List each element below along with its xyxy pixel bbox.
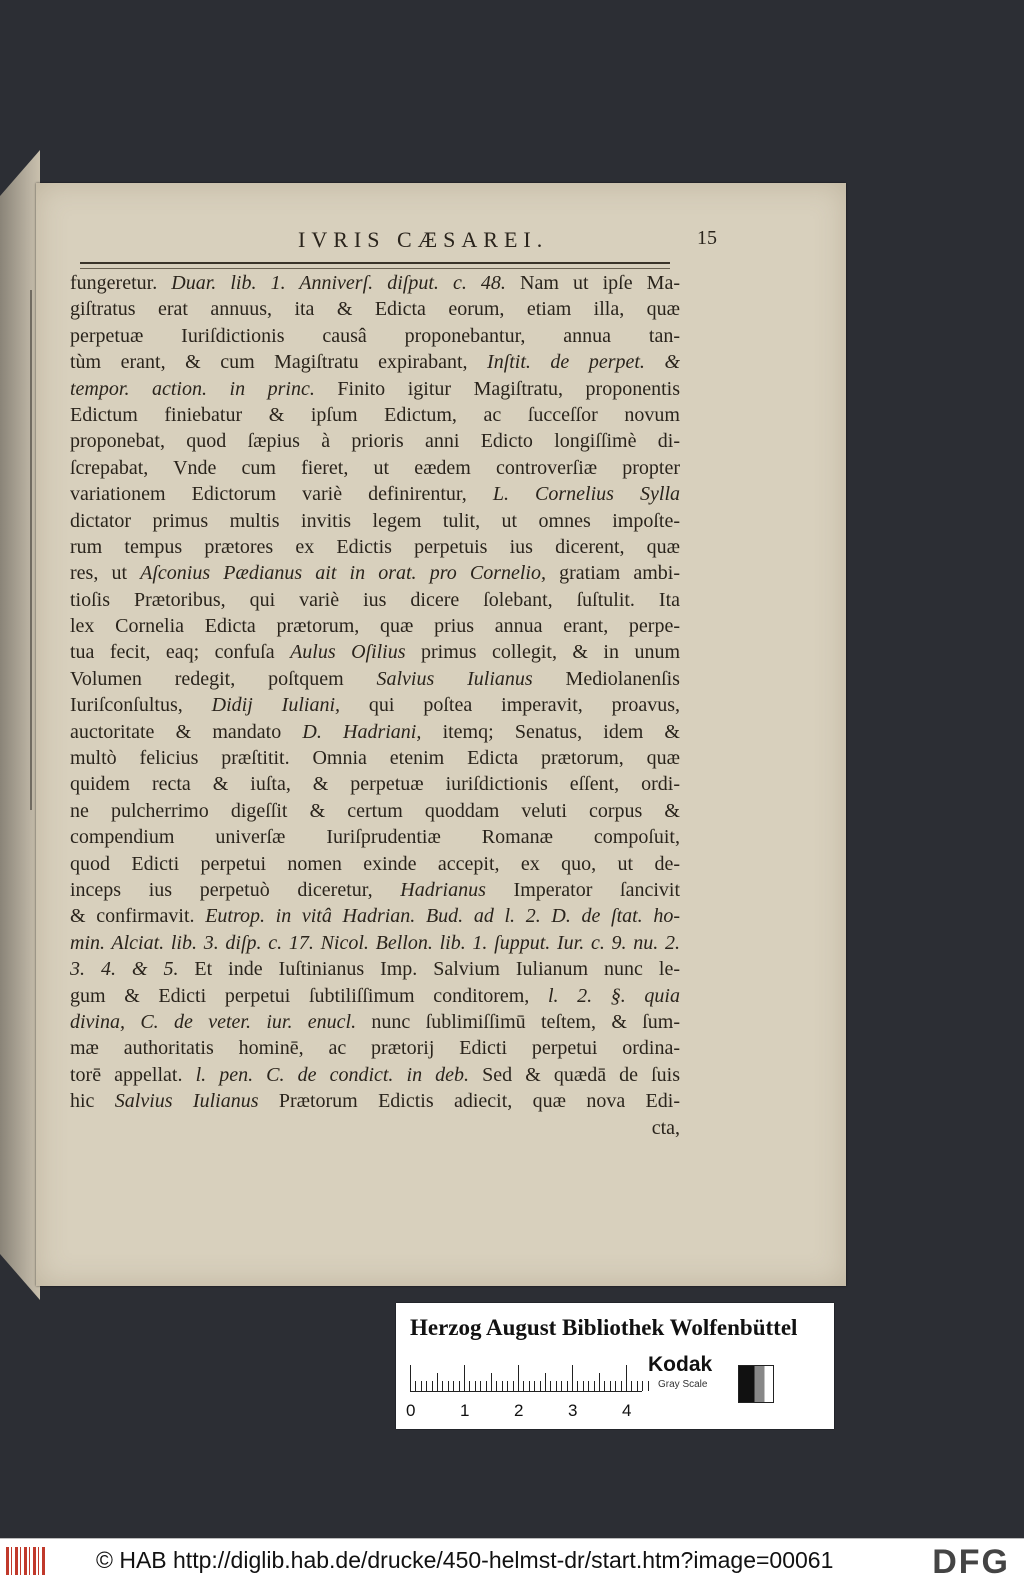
scale-number: 2 <box>514 1401 524 1420</box>
text-line <box>70 508 680 534</box>
line-text: Edictum finiebatur & ipſum Edictum, ac ſucceſſor novum <box>70 403 680 426</box>
line-text: giſtratus erat annuus, ita & Edicta eorum, etiam illa, quæ <box>70 298 680 321</box>
text-line <box>70 402 680 428</box>
page-number: 15 <box>697 227 717 249</box>
citation-text: Inſtit. de perpet. & <box>487 351 680 374</box>
text-line <box>70 824 680 850</box>
text-line <box>70 376 680 402</box>
text-line <box>70 983 680 1009</box>
previous-page-edge <box>0 150 40 1300</box>
line-text: primus collegit, & in unum <box>405 641 680 664</box>
line-text: torē appellat. <box>70 1063 196 1086</box>
gray-scale-label: Gray Scale <box>658 1379 708 1390</box>
scale-tick <box>523 1381 524 1391</box>
line-text: tùm erant, & cum Magiſtratu expirabant, <box>70 351 488 374</box>
scale-tick <box>442 1381 443 1391</box>
scale-tick <box>572 1365 573 1391</box>
scale-tick <box>475 1381 476 1391</box>
scale-tick <box>464 1365 465 1391</box>
citation-text: Salvius Iulianus <box>114 1090 259 1113</box>
scale-tick <box>604 1381 605 1391</box>
page-body-text <box>70 270 680 1141</box>
line-text: ne pulcherrimo digeſſit & certum quoddam veluti corpus & <box>70 799 680 822</box>
citation-text: tempor. action. in princ. <box>70 377 315 400</box>
head-rule <box>80 262 670 264</box>
citation-text: D. Hadriani, <box>302 720 422 743</box>
scale-number: 0 <box>406 1401 416 1420</box>
scale-tick <box>502 1381 503 1391</box>
line-text: gratiam ambi- <box>545 562 680 585</box>
line-text: Volumen redegit, poſtquem <box>70 667 377 690</box>
line-text: mæ authoritatis hominē, ac prætorij Edicti perpetui ordina- <box>70 1037 680 1060</box>
scale-number: 4 <box>622 1401 632 1420</box>
scale-tick <box>437 1373 438 1391</box>
scale-tick <box>453 1381 454 1391</box>
scale-tick <box>610 1381 611 1391</box>
line-text: nunc ſublimiſſimū teſtem, & ſum- <box>356 1010 680 1033</box>
scale-tick <box>550 1381 551 1391</box>
line-text: compendium univerſæ Iuriſprudentiæ Romanæ compoſuit, <box>70 826 680 849</box>
citation-text: Aulus Oſilius <box>290 641 406 664</box>
citation-text: Didij Iuliani, <box>211 694 341 717</box>
dfg-logo: DFG <box>932 1543 1010 1581</box>
text-line <box>70 771 680 797</box>
text-line <box>70 639 680 665</box>
scale-tick <box>556 1381 557 1391</box>
citation-text: Duar. lib. 1. Anniverſ. diſput. c. 48. <box>171 272 506 294</box>
scale-tick <box>469 1381 470 1391</box>
library-name: Herzog August Bibliothek Wolfenbüttel <box>410 1315 798 1340</box>
text-line <box>70 428 680 454</box>
text-line <box>70 349 680 375</box>
text-line <box>70 1035 680 1061</box>
scale-tick <box>561 1381 562 1391</box>
color-calibration-card <box>396 1303 834 1429</box>
scale-tick <box>631 1381 632 1391</box>
scale-tick <box>642 1381 643 1391</box>
scale-tick <box>486 1381 487 1391</box>
line-text: dictator primus multis invitis legem tulit, ut omnes impoſte- <box>70 509 680 532</box>
text-line <box>70 587 680 613</box>
text-line <box>70 692 680 718</box>
scale-tick <box>480 1381 481 1391</box>
line-text: hic <box>70 1090 115 1113</box>
footer-bar <box>0 1538 1024 1583</box>
scale-tick <box>534 1381 535 1391</box>
text-line <box>70 851 680 877</box>
scale-tick <box>637 1381 638 1391</box>
line-text: Finito igitur Magiſtratu, proponentis <box>314 377 680 400</box>
line-text: multò felicius præſtitit. Omnia etenim Edicta prætorum, quæ <box>70 747 680 770</box>
text-line <box>70 666 680 692</box>
scale-tick <box>513 1381 514 1391</box>
line-text: itemq; Senatus, idem & <box>421 720 680 743</box>
text-line <box>70 745 680 771</box>
scale-tick <box>415 1381 416 1391</box>
scale-number: 3 <box>568 1401 578 1420</box>
scale-tick <box>577 1381 578 1391</box>
line-text: Iuriſconſultus, <box>70 694 212 717</box>
scale-tick <box>540 1381 541 1391</box>
gray-patch <box>738 1365 774 1403</box>
citation-text: min. Alciat. lib. 3. diſp. c. 17. Nicol. Bellon. lib. 1. ſupput. Iur. c. 9. nu. 2. <box>70 931 680 954</box>
line-text: tua fecit, eaq; confuſa <box>70 641 291 664</box>
text-line <box>70 1115 680 1141</box>
scale-tick <box>621 1381 622 1391</box>
scale-tick <box>459 1381 460 1391</box>
text-line <box>70 323 680 349</box>
scale-tick <box>545 1373 546 1391</box>
text-line <box>70 798 680 824</box>
citation-text: 3. 4. & 5. <box>70 958 179 981</box>
text-line <box>70 1009 680 1035</box>
measurement-scale <box>410 1361 642 1392</box>
scale-tick <box>615 1381 616 1391</box>
line-text: perpetuæ Iuriſdictionis causâ proponebantur, annua tan- <box>70 324 680 347</box>
text-line <box>70 719 680 745</box>
text-line <box>70 560 680 586</box>
citation-text: l. pen. C. de condict. in deb. <box>195 1063 470 1086</box>
scale-number: 1 <box>460 1401 470 1420</box>
line-text: cta, <box>651 1116 680 1139</box>
line-text: gum & Edicti perpetui ſubtiliſſimum conditorem, <box>70 984 548 1007</box>
scale-tick <box>529 1381 530 1391</box>
text-line <box>70 930 680 956</box>
line-text: Imperator ſancivit <box>485 878 680 901</box>
citation-text: l. 2. §. quia <box>547 984 680 1007</box>
line-text: inceps ius perpetuò diceretur, <box>70 878 401 901</box>
scale-tick <box>626 1365 627 1391</box>
text-line <box>70 956 680 982</box>
scale-tick <box>567 1381 568 1391</box>
line-text: Mediolanenſis <box>532 667 680 690</box>
scale-tick <box>518 1365 519 1391</box>
text-line <box>70 1088 680 1114</box>
text-line <box>70 1062 680 1088</box>
line-text: variationem Edictorum variè definirentur, <box>70 483 493 506</box>
citation-text: L. Cornelius Sylla <box>492 483 680 506</box>
scale-tick <box>410 1365 411 1391</box>
text-line <box>70 877 680 903</box>
text-line <box>70 270 680 296</box>
scale-tick <box>507 1381 508 1391</box>
text-line <box>70 296 680 322</box>
citation-text: Hadrianus <box>400 878 486 901</box>
scale-tick <box>448 1381 449 1391</box>
kodak-brand: Kodak <box>648 1353 713 1376</box>
scale-tick <box>599 1373 600 1391</box>
line-text: Nam ut ipſe Ma- <box>505 272 680 294</box>
head-rule-thin <box>80 268 670 269</box>
line-text: res, ut <box>70 562 141 585</box>
scale-tick <box>496 1381 497 1391</box>
scale-tick <box>648 1381 649 1391</box>
line-text: rum tempus prætores ex Edictis perpetuis ius dicerent, quæ <box>70 535 680 558</box>
scale-tick <box>426 1381 427 1391</box>
line-text: fungeretur. <box>70 272 172 294</box>
scale-tick <box>432 1381 433 1391</box>
citation-text: divina, C. de veter. iur. enucl. <box>70 1010 357 1033</box>
line-text: quod Edicti perpetui nomen exinde accepit, ex quo, ut de- <box>70 852 680 875</box>
scale-tick <box>594 1381 595 1391</box>
running-head <box>262 227 717 257</box>
line-text: lex Cornelia Edicta prætorum, quæ prius annua erant, perpe- <box>70 615 680 638</box>
margin-mark <box>30 290 32 810</box>
line-text: tioſis Prætoribus, qui variè ius dicere ſolebant, ſuſtulit. Ita <box>70 588 680 611</box>
citation-text: Salvius Iulianus <box>376 667 533 690</box>
line-text: proponebat, quod ſæpius à prioris anni Edicto longiſſimè di- <box>70 430 680 453</box>
scale-tick <box>421 1381 422 1391</box>
scale-tick <box>583 1381 584 1391</box>
line-text: & confirmavit. <box>70 905 206 928</box>
line-text: auctoritate & mandato <box>70 720 303 743</box>
scale-tick <box>588 1381 589 1391</box>
text-line <box>70 613 680 639</box>
line-text: qui poſtea imperavit, proavus, <box>340 694 680 717</box>
scale-tick <box>491 1373 492 1391</box>
citation-text: Aſconius Pædianus ait in orat. pro Cornelio, <box>140 562 546 585</box>
barcode-icon <box>6 1547 46 1575</box>
line-text: Sed & quædā de ſuis <box>469 1063 680 1086</box>
text-line <box>70 903 680 929</box>
line-text: ſcrepabat, Vnde cum fieret, ut eædem controverſiæ propter <box>70 456 680 479</box>
text-line <box>70 455 680 481</box>
line-text: Et inde Iuſtinianus Imp. Salvium Iulianum nunc le- <box>178 958 680 981</box>
line-text: quidem recta & iuſta, & perpetuæ iuriſdictionis eſſent, ordi- <box>70 773 680 796</box>
source-url[interactable]: © HAB http://diglib.hab.de/drucke/450-helmst-dr/start.htm?image=00061 <box>96 1547 834 1573</box>
text-line <box>70 481 680 507</box>
running-head-title: IVRIS CÆSAREI. <box>298 227 549 252</box>
citation-text: Eutrop. in vitâ Hadrian. Bud. ad l. 2. D. de ſtat. ho- <box>205 905 680 928</box>
text-line <box>70 534 680 560</box>
line-text: Prætorum Edictis adiecit, quæ nova Edi- <box>258 1090 680 1113</box>
